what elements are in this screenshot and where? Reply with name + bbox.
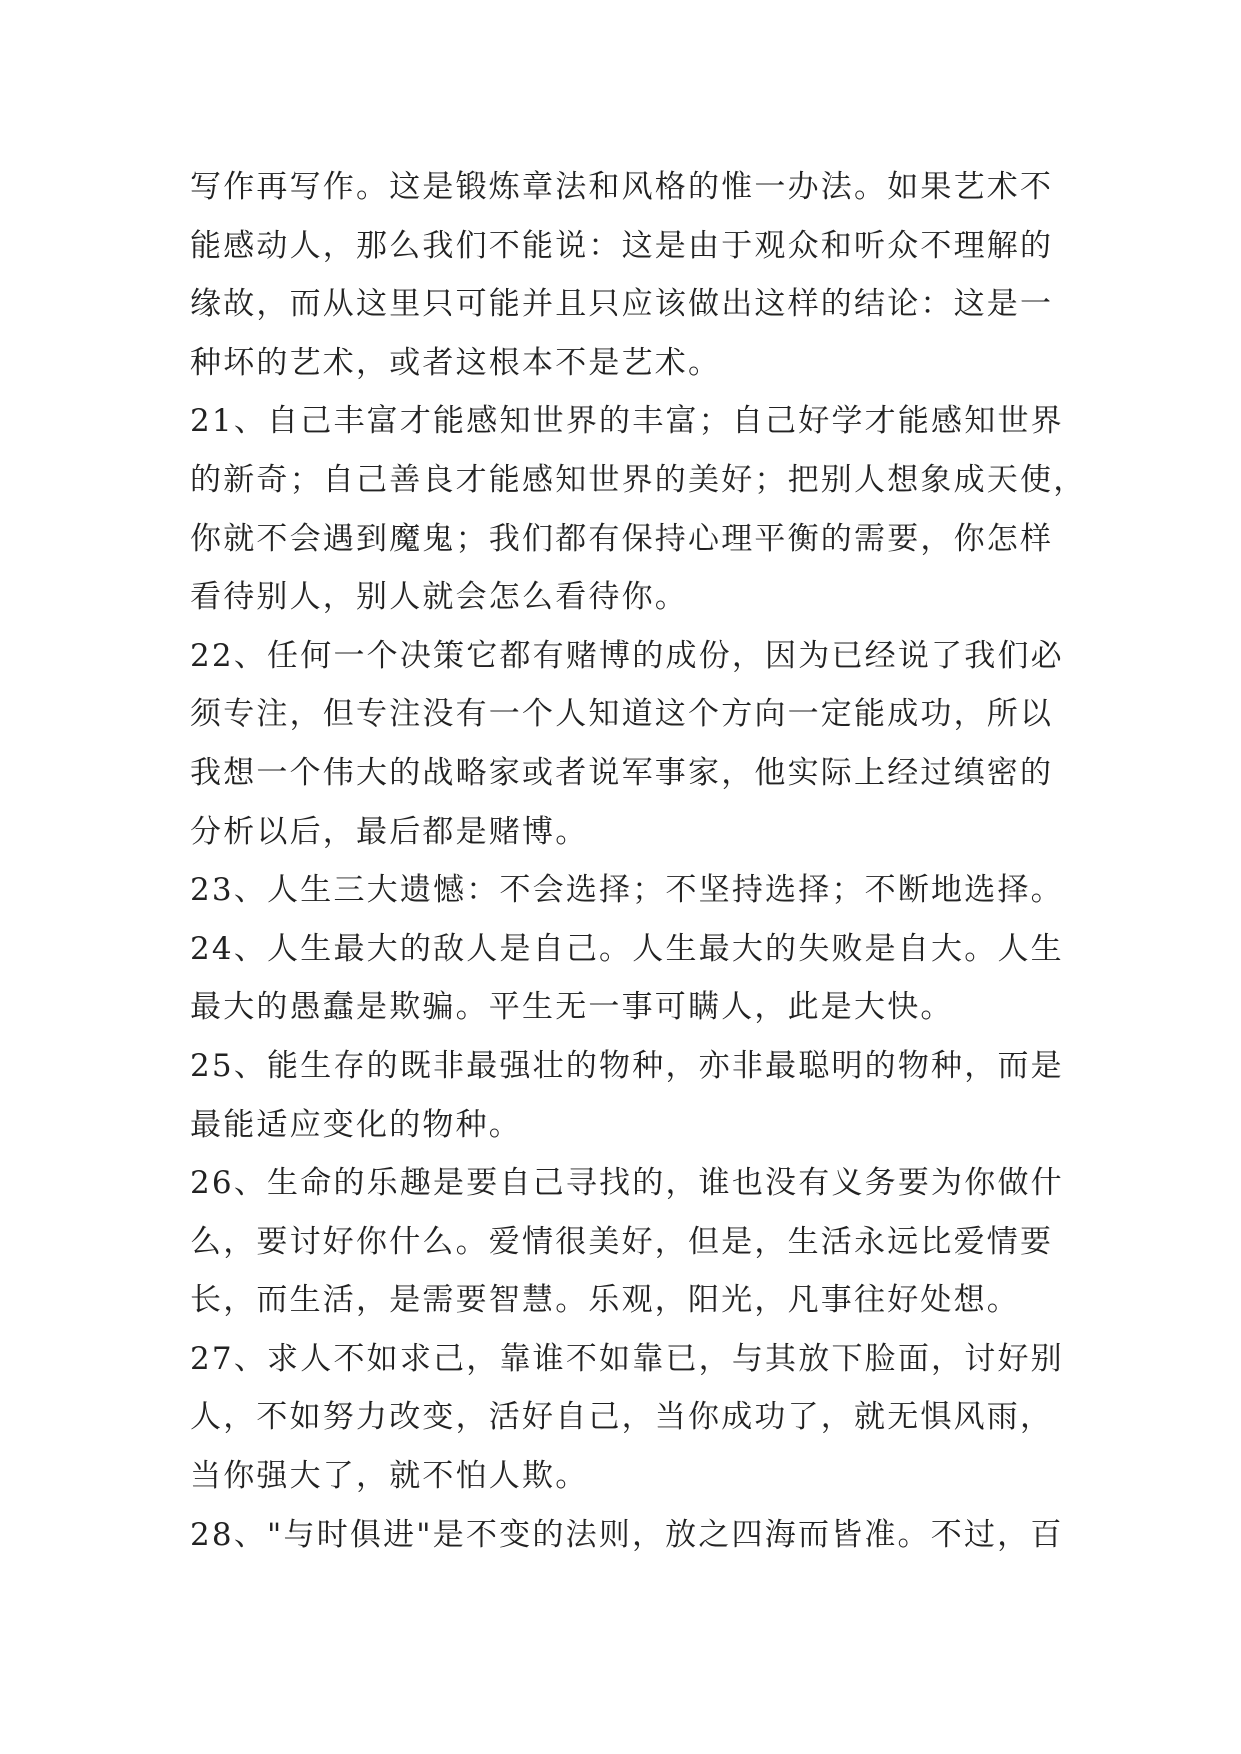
text-line: 28、"与时俱进"是不变的法则，放之四海而皆准。不过，百 <box>190 1516 1064 1553</box>
text-line: 须专注，但专注没有一个人知道这个方向一定能成功，所以 <box>190 696 1054 733</box>
text-line: 27、求人不如求己，靠谁不如靠已，与其放下脸面，讨好别 <box>190 1340 1064 1377</box>
text-line: 你就不会遇到魔鬼；我们都有保持心理平衡的需要，你怎样 <box>190 520 1054 557</box>
text-line: 人，不如努力改变，活好自己，当你成功了，就无惧风雨， <box>190 1399 1054 1436</box>
text-line: 最能适应变化的物种。 <box>190 1106 522 1143</box>
document-body <box>190 158 1087 1564</box>
text-line: 我想一个伟大的战略家或者说军事家，他实际上经过缜密的 <box>190 754 1054 791</box>
text-line: 么，要讨好你什么。爱情很美好，但是，生活永远比爱情要 <box>190 1223 1054 1260</box>
text-line: 21、自己丰富才能感知世界的丰富；自己好学才能感知世界 <box>190 403 1064 440</box>
text-line: 的新奇；自己善良才能感知世界的美好；把别人想象成天使， <box>190 461 1087 498</box>
text-line: 当你强大了，就不怕人欺。 <box>190 1458 589 1495</box>
text-line: 25、能生存的既非最强壮的物种，亦非最聪明的物种，而是 <box>190 1047 1064 1084</box>
text-line: 看待别人，别人就会怎么看待你。 <box>190 579 688 616</box>
text-line: 能感动人，那么我们不能说：这是由于观众和听众不理解的 <box>190 227 1054 264</box>
text-line: 缘故，而从这里只可能并且只应该做出这样的结论：这是一 <box>190 286 1054 323</box>
text-line: 22、任何一个决策它都有赌博的成份，因为已经说了我们必 <box>190 637 1064 674</box>
text-line: 24、人生最大的敌人是自己。人生最大的失败是自大。人生 <box>190 930 1064 967</box>
text-line: 最大的愚蠢是欺骗。平生无一事可瞒人，此是大快。 <box>190 989 954 1026</box>
text-line: 23、人生三大遗憾：不会选择；不坚持选择；不断地选择。 <box>190 872 1064 909</box>
text-line: 分析以后，最后都是赌博。 <box>190 813 589 850</box>
text-line: 种坏的艺术，或者这根本不是艺术。 <box>190 344 722 381</box>
text-line: 写作再写作。这是锻炼章法和风格的惟一办法。如果艺术不 <box>190 169 1054 205</box>
text-line: 长，而生活，是需要智慧。乐观，阳光，凡事往好处想。 <box>190 1282 1020 1319</box>
text-line: 26、生命的乐趣是要自己寻找的，谁也没有义务要为你做什 <box>190 1165 1064 1202</box>
